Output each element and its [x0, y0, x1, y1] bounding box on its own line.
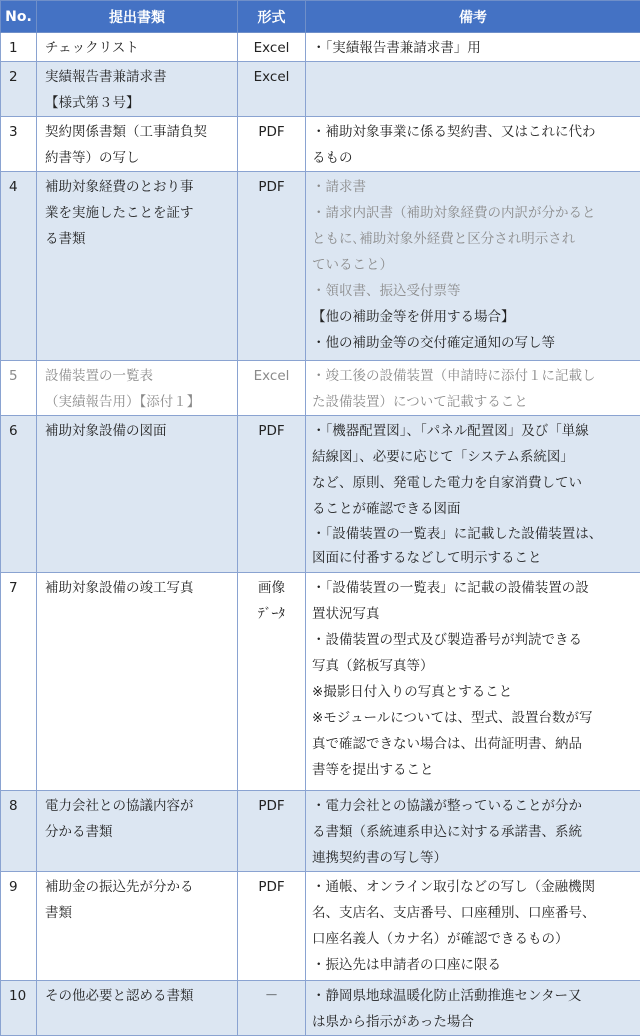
row-note: ・「実績報告書兼請求書」用: [306, 33, 640, 62]
row-format: Excel: [238, 33, 306, 62]
row-document: 実績報告書兼請求書 【様式第３号】: [37, 62, 238, 117]
row-no: 6: [1, 416, 37, 573]
table-row: [1, 172, 640, 361]
row-document: 電力会社との協議内容が 分かる書類: [37, 791, 238, 872]
row-no: 7: [1, 573, 37, 791]
row-document: 契約関係書類（工事請負契 約書等）の写し: [37, 117, 238, 172]
row-format: PDF: [238, 872, 306, 981]
row-no: 10: [1, 981, 37, 1036]
row-format: PDF: [238, 416, 306, 573]
row-no: 9: [1, 872, 37, 981]
row-note: ・通帳、オンライン取引などの写し（金融機関 名、支店名、支店番号、口座種別、口座番号、 口座名義人（カナ名）が確認できるもの） ・振込先は申請者の口座に限る: [306, 872, 640, 981]
row-note: ・「機器配置図」、「パネル配置図」及び「単線 結線図」、必要に応じて「システム系統図」 など、原則、発電した電力を自家消費してい ることが確認できる図面 ・「設備装置の一覧表」に記載した設備装置は、 図面に付番するなどして明示すること: [306, 416, 640, 573]
row-document: 設備装置の一覧表 （実績報告用）【添付１】: [37, 361, 238, 416]
row-note: [306, 62, 640, 117]
row-note: ・電力会社との協議が整っていることが分か る書類（系統連系申込に対する承諾書、系統 連携契約書の写し等）: [306, 791, 640, 872]
table-row: [1, 117, 640, 172]
row-document: 補助対象経費のとおり事 業を実施したことを証す る書類: [37, 172, 238, 361]
table-row: [1, 361, 640, 416]
table-header-row: [1, 1, 640, 33]
row-format: PDF: [238, 172, 306, 361]
header-no: No.: [1, 1, 37, 33]
row-document: 補助対象設備の竣工写真: [37, 573, 238, 791]
row-document: 補助金の振込先が分かる 書類: [37, 872, 238, 981]
row-format: PDF: [238, 791, 306, 872]
row-note: ・竣工後の設備装置（申請時に添付１に記載し た設備装置）について記載すること: [306, 361, 640, 416]
row-format: Excel: [238, 62, 306, 117]
row-document: その他必要と認める書類: [37, 981, 238, 1036]
row-format: 画像 ﾃﾞｰﾀ: [238, 573, 306, 791]
row-note: ・請求書 ・請求内訳書（補助対象経費の内訳が分かると ともに､補助対象外経費と区分され明示され ていること） ・領収書、振込受付票等 【他の補助金等を併用する場合】 ・他の補助金等の交付確定通知の写し等: [306, 172, 640, 361]
row-no: 2: [1, 62, 37, 117]
row-no: 5: [1, 361, 37, 416]
row-no: 1: [1, 33, 37, 62]
header-document: 提出書類: [37, 1, 238, 33]
table-row: [1, 791, 640, 872]
row-note: ・「設備装置の一覧表」に記載の設備装置の設 置状況写真 ・設備装置の型式及び製造番号が判読できる 写真（銘板写真等） ※撮影日付入りの写真とすること ※モジュールについては、型式、設置台数が写 真で確認できない場合は、出荷証明書、納品 書等を提出すること: [306, 573, 640, 791]
table-row: [1, 33, 640, 62]
row-no: 4: [1, 172, 37, 361]
row-format: －: [238, 981, 306, 1036]
row-format: PDF: [238, 117, 306, 172]
header-note: 備考: [306, 1, 640, 33]
row-document: チェックリスト: [37, 33, 238, 62]
row-note: ・静岡県地球温暖化防止活動推進センター又 は県から指示があった場合: [306, 981, 640, 1036]
row-note: ・補助対象事業に係る契約書、又はこれに代わ るもの: [306, 117, 640, 172]
row-format: Excel: [238, 361, 306, 416]
row-no: 3: [1, 117, 37, 172]
table-row: [1, 872, 640, 981]
row-no: 8: [1, 791, 37, 872]
table-row: [1, 573, 640, 791]
table-row: [1, 62, 640, 117]
table-row: [1, 416, 640, 573]
row-document: 補助対象設備の図面: [37, 416, 238, 573]
table-row: [1, 981, 640, 1036]
header-format: 形式: [238, 1, 306, 33]
